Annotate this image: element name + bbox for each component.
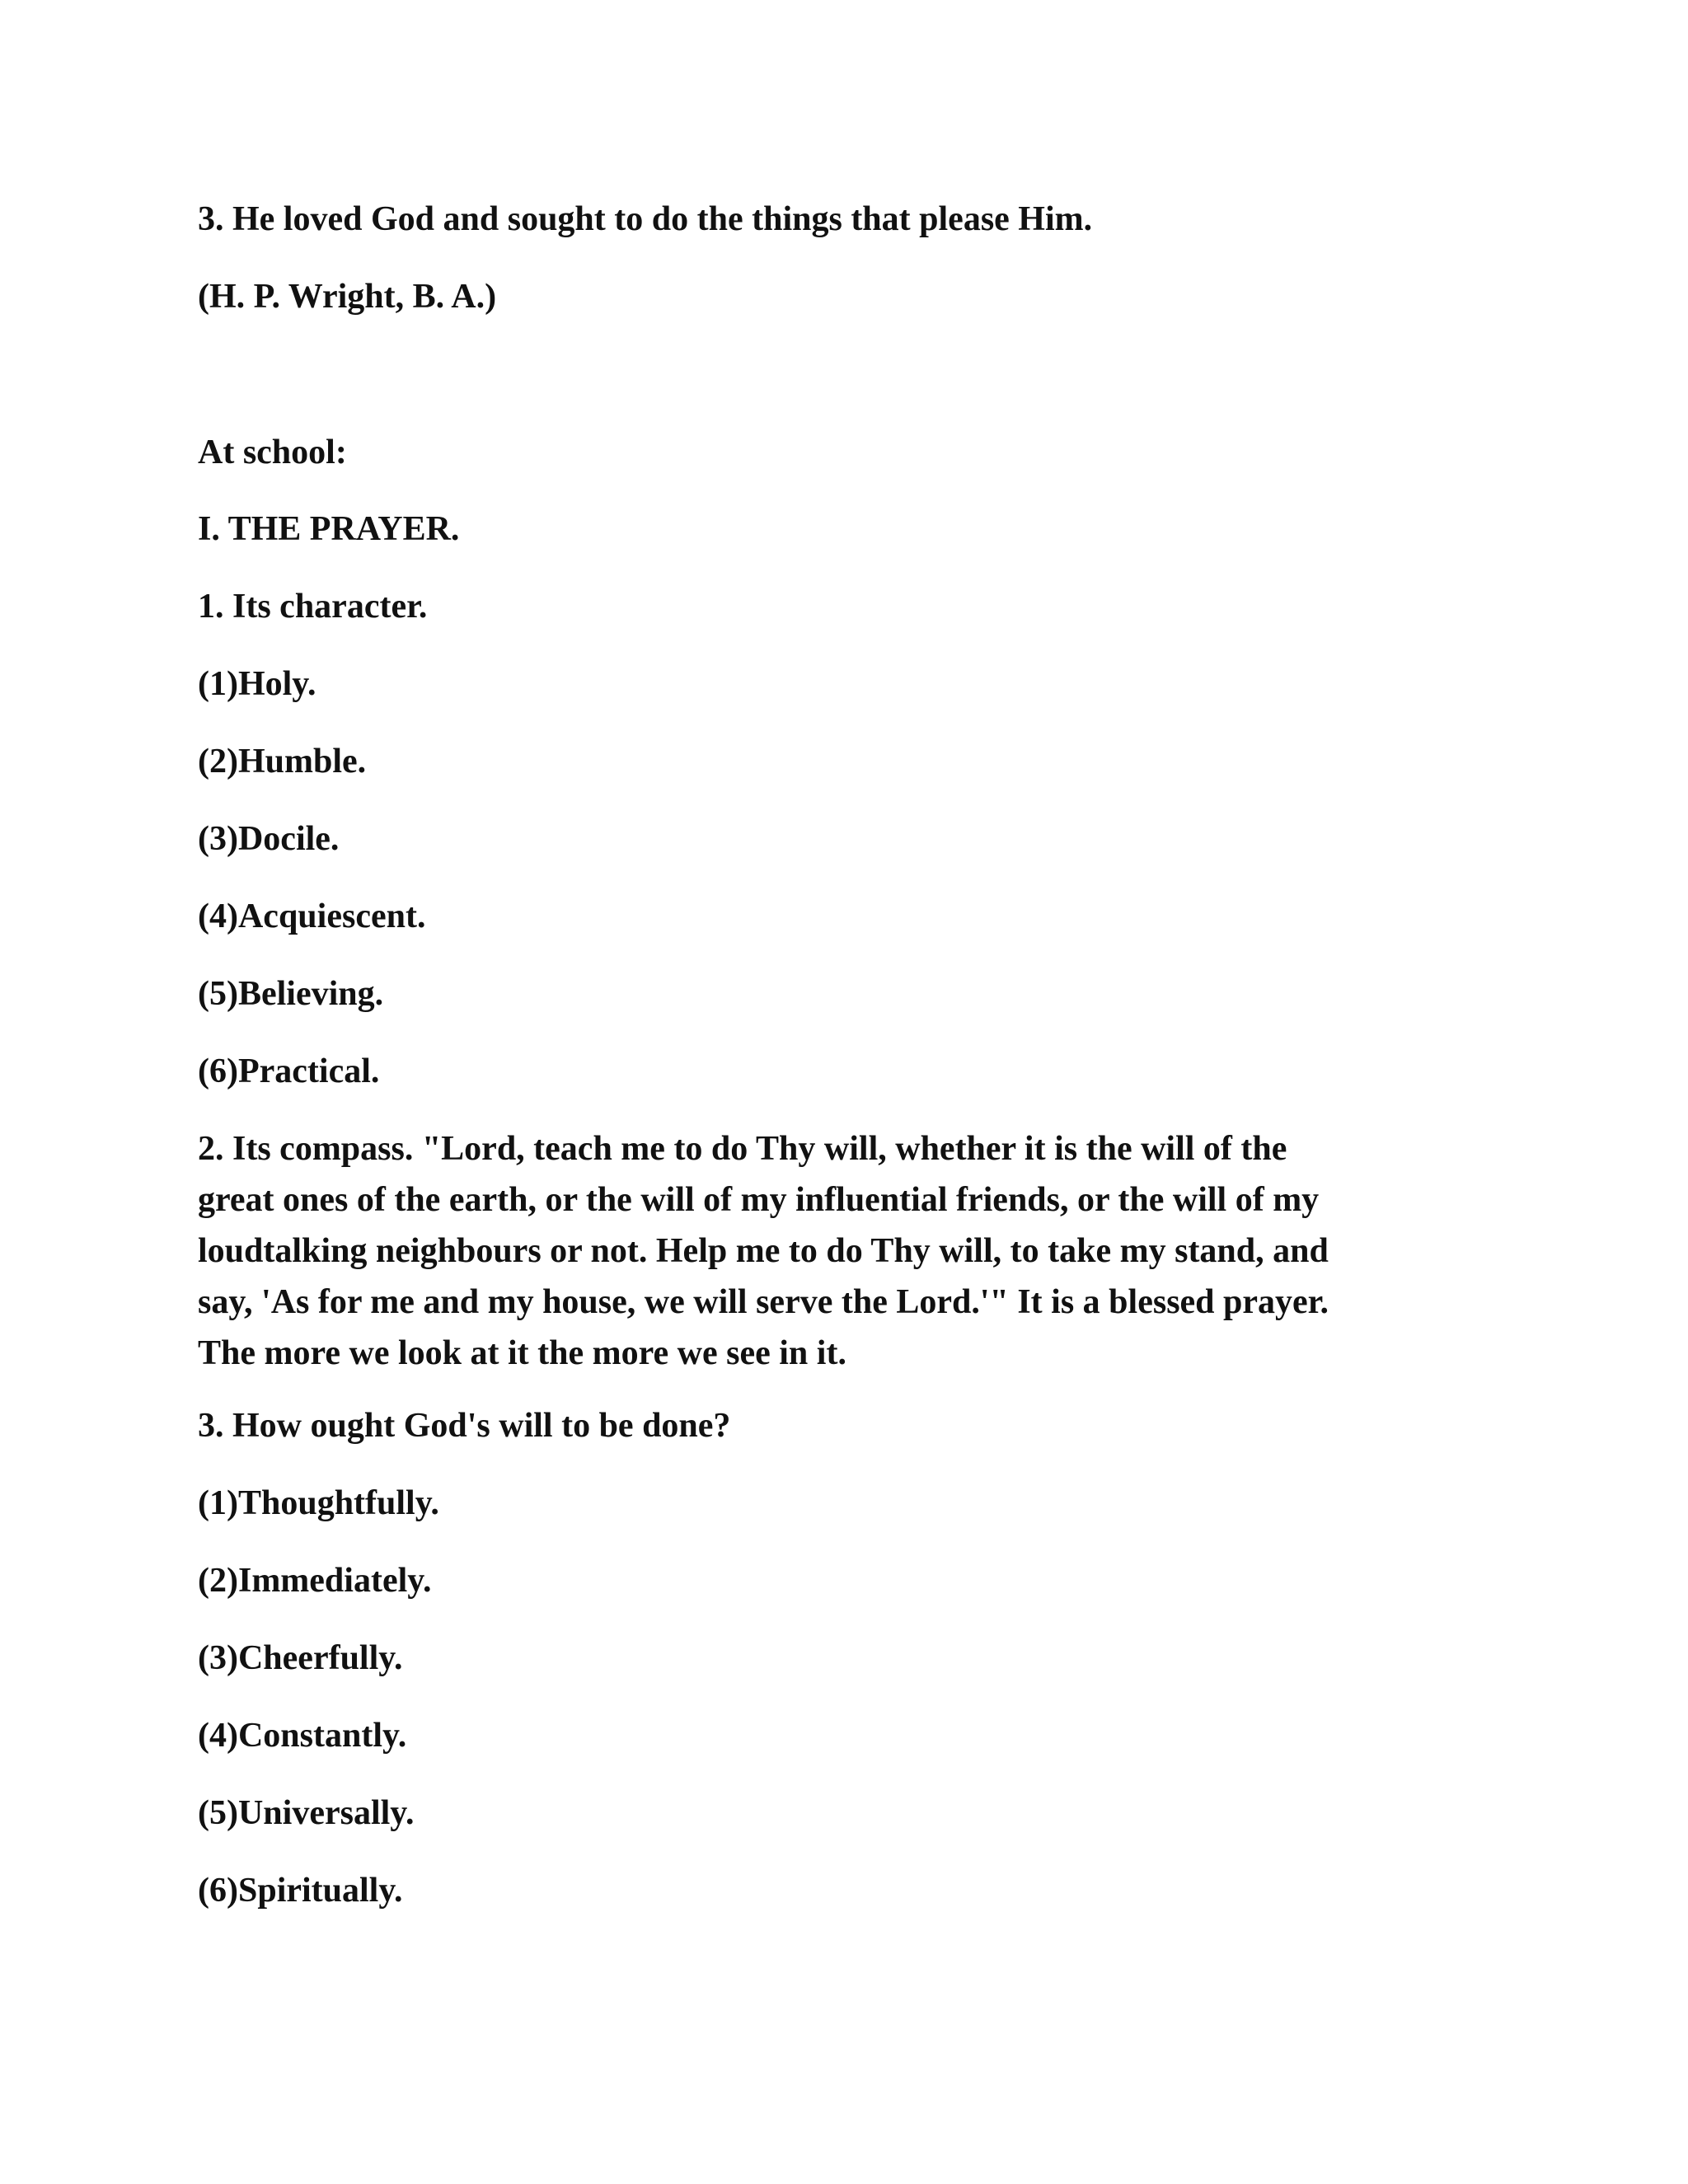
list-item: (1)Holy. [198, 665, 316, 703]
attribution: (H. P. Wright, B. A.) [198, 278, 497, 316]
subheading: 3. How ought God's will to be done? [198, 1407, 731, 1445]
list-item: (5)Believing. [198, 975, 384, 1013]
subheading: 1. Its character. [198, 588, 428, 626]
list-item: (1)Thoughtfully. [198, 1484, 439, 1522]
section-label: At school: [198, 434, 347, 471]
list-item: (3)Docile. [198, 820, 340, 858]
paragraph-line: great ones of the earth, or the will of my influential friends, or the will of my [198, 1181, 1320, 1219]
list-item: (2)Immediately. [198, 1562, 432, 1600]
list-item: (5)Universally. [198, 1794, 415, 1832]
body-paragraph [198, 1123, 1467, 1379]
list-item: (4)Constantly. [198, 1717, 407, 1755]
list-item: (4)Acquiescent. [198, 898, 426, 935]
section-heading: I. THE PRAYER. [198, 510, 460, 548]
text-line: 3. He loved God and sought to do the things that please Him. [198, 200, 1093, 238]
list-item: (6)Spiritually. [198, 1872, 403, 1910]
paragraph-line: The more we look at it the more we see in it. [198, 1334, 846, 1372]
paragraph-line: loudtalking neighbours or not. Help me to do Thy will, to take my stand, and [198, 1232, 1329, 1270]
list-item: (3)Cheerfully. [198, 1639, 403, 1677]
list-item: (2)Humble. [198, 743, 367, 780]
list-item: (6)Practical. [198, 1052, 380, 1090]
paragraph-line: say, 'As for me and my house, we will serve the Lord.'" It is a blessed prayer. [198, 1283, 1329, 1321]
paragraph-line: 2. Its compass. "Lord, teach me to do Thy will, whether it is the will of the [198, 1130, 1287, 1168]
